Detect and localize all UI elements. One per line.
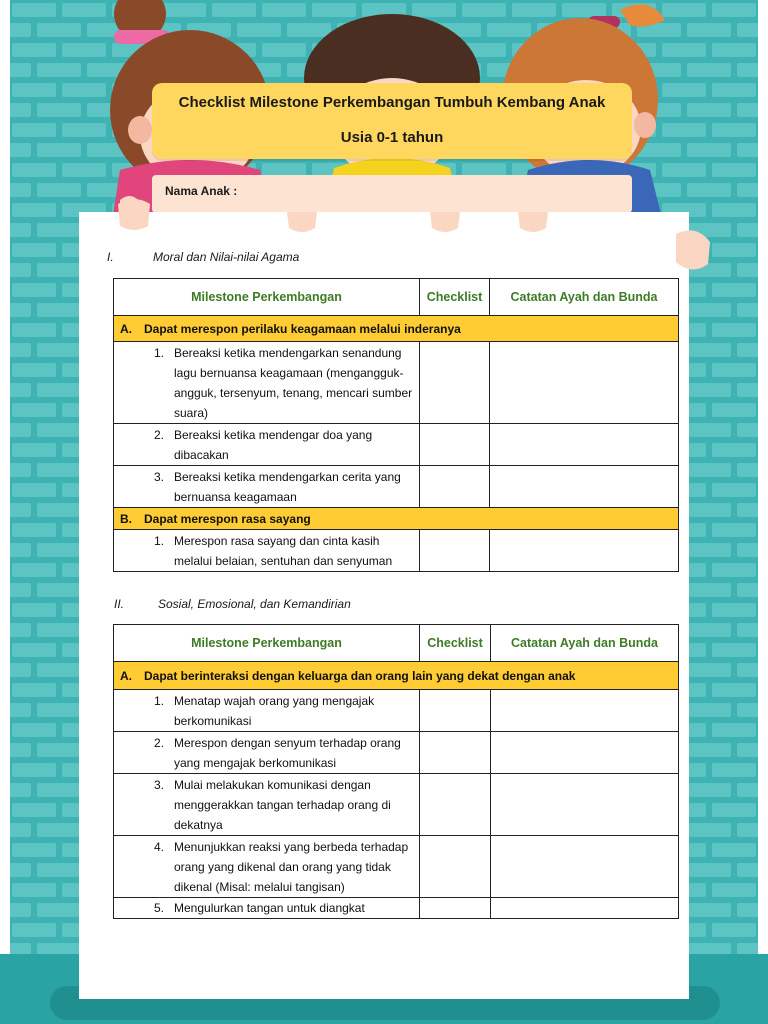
category-letter: B. (120, 511, 132, 526)
item-text: Merespon rasa sayang dan cinta kasih melalui belaian, sentuhan dan senyuman (174, 534, 393, 568)
category-row (114, 316, 679, 342)
item-number: 2. (153, 428, 164, 442)
checklist-cell[interactable] (420, 836, 491, 898)
section-number: I. (107, 250, 114, 264)
milestone-item (114, 774, 420, 836)
milestone-table-section-2 (113, 624, 679, 919)
item-number: 3. (153, 470, 164, 484)
hand-icon (428, 210, 462, 234)
child-name-label: Nama Anak : (165, 184, 238, 198)
checklist-cell[interactable] (420, 342, 490, 424)
milestone-table-section-1 (113, 278, 679, 572)
item-text: Bereaksi ketika mendengar doa yang dibacakan (174, 428, 373, 462)
checklist-cell[interactable] (420, 732, 491, 774)
item-text: Menunjukkan reaksi yang berbeda terhadap orang yang dikenal dan orang yang tidak dikenal (Misal: melalui tangisan) (174, 840, 409, 894)
checklist-cell[interactable] (420, 466, 490, 508)
milestone-item (114, 530, 420, 572)
checklist-sheet-bottom (79, 954, 689, 999)
category-row (114, 508, 679, 530)
hand-icon (285, 210, 319, 234)
notes-cell[interactable] (490, 424, 679, 466)
item-text: Mulai melakukan komunikasi dengan menggerakkan tangan terhadap orang di dekatnya (174, 778, 391, 832)
column-header: Checklist (420, 279, 490, 316)
column-header: Catatan Ayah dan Bunda (490, 279, 679, 316)
item-text: Bereaksi ketika mendengarkan cerita yang bernuansa keagamaan (174, 470, 401, 504)
child-name-field[interactable] (152, 175, 632, 213)
milestone-item (114, 424, 420, 466)
category-letter: A. (120, 668, 132, 683)
hand-icon (674, 228, 712, 272)
checklist-cell[interactable] (420, 774, 491, 836)
item-number: 1. (153, 694, 164, 708)
category-label: Dapat berinteraksi dengan keluarga dan orang lain yang dekat dengan anak (144, 668, 576, 683)
hand-icon (114, 196, 154, 232)
section-title: Moral dan Nilai-nilai Agama (153, 250, 300, 264)
notes-cell[interactable] (491, 690, 679, 732)
hand-icon (516, 210, 550, 234)
notes-cell[interactable] (491, 898, 679, 919)
milestone-item (114, 898, 420, 919)
checklist-cell[interactable] (420, 424, 490, 466)
document-title: Checklist Milestone Perkembangan Tumbuh Kembang Anak (178, 94, 606, 111)
milestone-item (114, 732, 420, 774)
item-number: 1. (153, 346, 164, 360)
section-title: Sosial, Emosional, dan Kemandirian (158, 597, 351, 611)
checklist-cell[interactable] (420, 898, 491, 919)
section-number: II. (114, 597, 125, 611)
category-row (114, 662, 679, 690)
title-banner (152, 83, 632, 159)
item-number: 4. (153, 840, 164, 854)
item-number: 1. (153, 534, 164, 548)
category-label: Dapat merespon perilaku keagamaan melalui inderanya (144, 321, 461, 336)
category-label: Dapat merespon rasa sayang (144, 511, 311, 526)
column-header: Milestone Perkembangan (114, 279, 420, 316)
item-text: Merespon dengan senyum terhadap orang yang mengajak berkomunikasi (174, 736, 401, 770)
section-heading (107, 250, 667, 266)
item-number: 2. (153, 736, 164, 750)
checklist-cell[interactable] (420, 690, 491, 732)
checklist-cell[interactable] (420, 530, 490, 572)
notes-cell[interactable] (491, 774, 679, 836)
column-header: Catatan Ayah dan Bunda (491, 625, 679, 662)
section-heading (114, 597, 674, 613)
document-subtitle: Usia 0-1 tahun (340, 129, 444, 146)
notes-cell[interactable] (490, 530, 679, 572)
notes-cell[interactable] (491, 836, 679, 898)
item-text: Bereaksi ketika mendengarkan senandung lagu bernuansa keagamaan (mengangguk-angguk, tersenyum, tenang, mencari sumber suara) (174, 346, 413, 420)
milestone-item (114, 342, 420, 424)
item-number: 3. (153, 778, 164, 792)
column-header: Milestone Perkembangan (114, 625, 420, 662)
item-text: Mengulurkan tangan untuk diangkat (174, 901, 365, 915)
milestone-item (114, 690, 420, 732)
notes-cell[interactable] (491, 732, 679, 774)
item-number: 5. (153, 901, 164, 915)
milestone-item (114, 466, 420, 508)
column-header: Checklist (420, 625, 491, 662)
milestone-item (114, 836, 420, 898)
notes-cell[interactable] (490, 342, 679, 424)
category-letter: A. (120, 321, 132, 336)
notes-cell[interactable] (490, 466, 679, 508)
item-text: Menatap wajah orang yang mengajak berkomunikasi (174, 694, 375, 728)
